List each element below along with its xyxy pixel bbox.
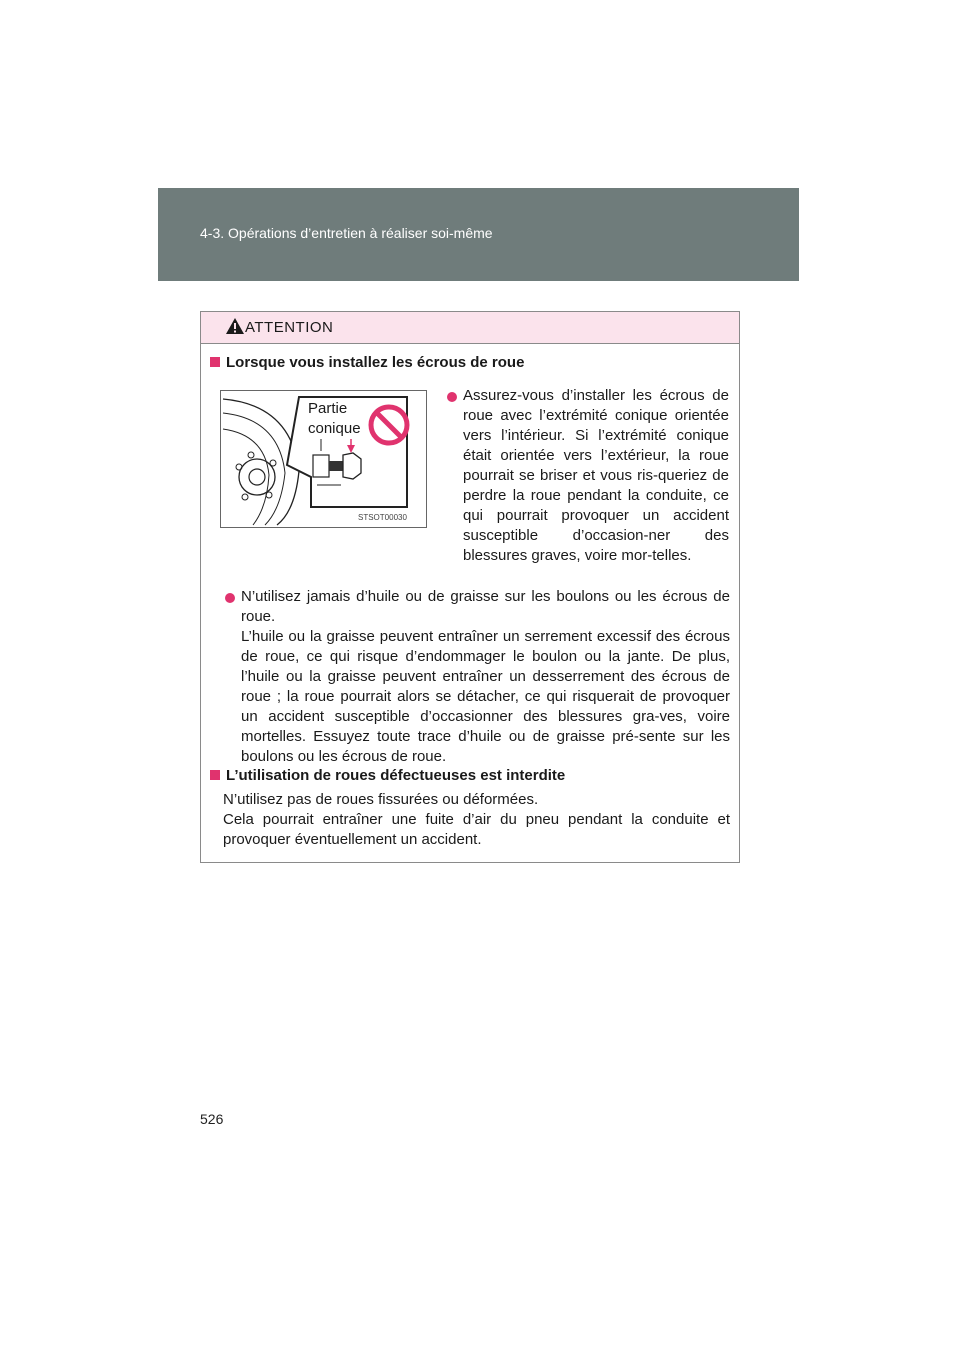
figure-code: STSOT00030 [358,513,407,522]
bullet-text-no-oil: N’utilisez jamais d’huile ou de graisse sur les boulons ou les écrous de roue. L’huile ou la graisse peuvent entraîner un serrement excessif des écrous de roue, ce qui risque d’endommager le boulon ou la jante. De plus, l’huile ou la graisse peuvent entraîner un desserrement des écrous de roue ; la roue pourrait alors se détacher, ce qui risquerait de provoquer un accident susceptible d’occasionner des blessures gra-ves, voire mortelles. Essuyez toute trace d’huile ou de graisse pré-sente sur les boulons ou les écrous de roue. [241,588,730,765]
breadcrumb: 4-3. Opérations d’entretien à réaliser soi-même [200,225,493,241]
section-title-wheel-nuts: Lorsque vous installez les écrous de roue [210,354,524,371]
warning-header [201,312,739,344]
square-bullet-icon [210,357,220,367]
defective-wheels-text: N’utilisez pas de roues fissurées ou déformées. Cela pourrait entraîner une fuite d’air du pneu pendant la conduite et provoquer éventuellement un accident. [223,791,730,848]
page-number: 526 [200,1111,224,1127]
square-bullet-icon [210,770,220,780]
round-bullet-icon [447,392,457,402]
wheel-nut-illustration [220,390,427,528]
warning-triangle-icon [225,317,245,335]
warning-title: ATTENTION [245,319,334,336]
warning-box [200,311,740,863]
section-header [158,188,799,281]
figure-label: Partie conique [308,400,361,437]
bullet-text-tapered-end: Assurez-vous d’installer les écrous de roue avec l’extrémité conique orientée vers l’intérieur. Si l’extrémité conique était orientée vers l’extérieur, la roue pourrait se briser et vous ris-queriez de perdre la roue pendant la conduite, ce qui pourrait provoquer un accident susceptible d’occasion-ner des blessures graves, voire mor-telles. [463,387,729,564]
round-bullet-icon [225,593,235,603]
section-title-defective-wheels: L’utilisation de roues défectueuses est interdite [210,767,565,784]
